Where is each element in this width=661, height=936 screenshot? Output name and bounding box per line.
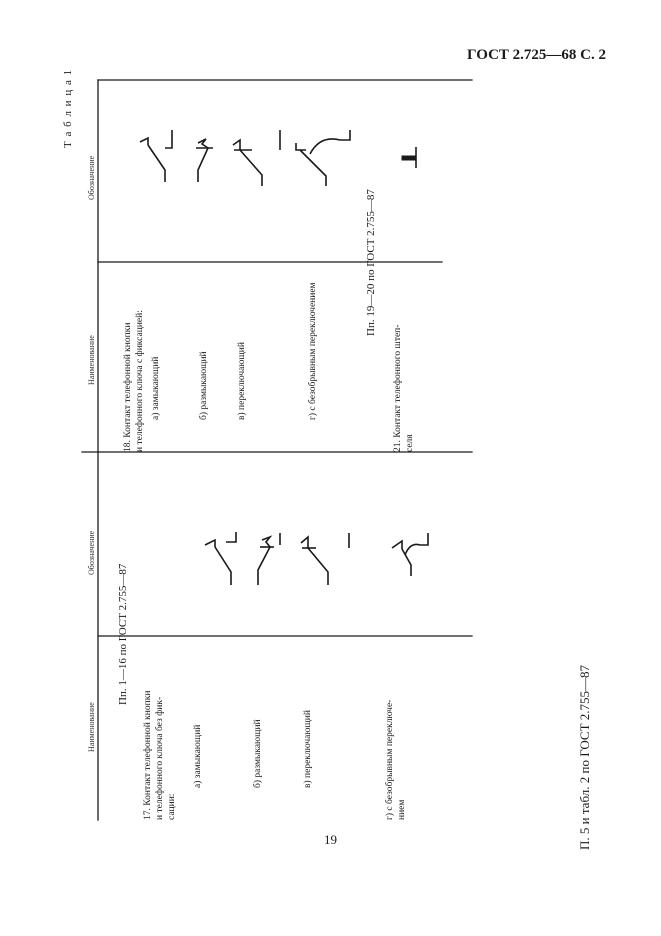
page-number: 19 [324,832,337,847]
left-row-d-label-1: г) с безобрывным переключе- [385,699,395,820]
left-row-c-label: в) переключающий [303,710,313,788]
telephone-plug-contact-icon [402,147,416,168]
make-before-break-contact-icon [392,533,428,576]
right-item18-title-1: 18. Контакт телефонной кнопки [123,322,133,452]
column-header-designation-right: Обозначение [87,155,96,200]
right-row-c-label: в) переключающий [237,342,247,420]
left-item17-title-2: и телефонного ключа без фик- [155,696,165,820]
latching-make-before-break-contact-icon [296,130,350,186]
latching-make-contact-icon [140,130,172,182]
changeover-contact-icon [301,533,349,585]
right-item21-title-2: селя [405,434,415,452]
latching-changeover-contact-icon [233,130,280,186]
left-row-d-label-2: нием [397,799,407,820]
left-row-a-label: а) замыкающий [193,724,203,788]
left-row-b-label: б) размыкающий [253,719,263,788]
right-row-d-label: г) с безобрывным переключением [308,282,318,420]
right-item18-title-2: и телефонного ключа с фиксацией: [135,310,145,452]
right-item21-title-1: 21. Контакт телефонного штеп- [393,324,403,452]
left-item17-title-3: сации: [167,793,177,820]
left-item17-title-1: 17. Контакт телефонной кнопки [143,690,153,820]
left-reference: Пп. 1—16 по ГОСТ 2.755—87 [117,563,129,705]
column-header-designation-left: Обозначение [87,530,96,575]
bottom-note: П. 5 и табл. 2 по ГОСТ 2.755—87 [577,664,592,850]
right-row-b-label: б) размыкающий [199,351,209,420]
right-reference: Пп. 19—20 по ГОСТ 2.755—87 [365,189,377,336]
make-contact-icon [205,532,236,585]
table-label: Т а б л и ц а 1 [62,68,74,148]
right-row-a-label: а) замыкающий [151,356,161,420]
column-header-name-left: Наименование [87,702,96,752]
column-header-name-right: Наименование [87,335,96,385]
page-header-code: ГОСТ 2.725—68 С. 2 [467,47,606,63]
latching-break-contact-icon [196,139,213,182]
break-contact-icon [258,533,280,585]
